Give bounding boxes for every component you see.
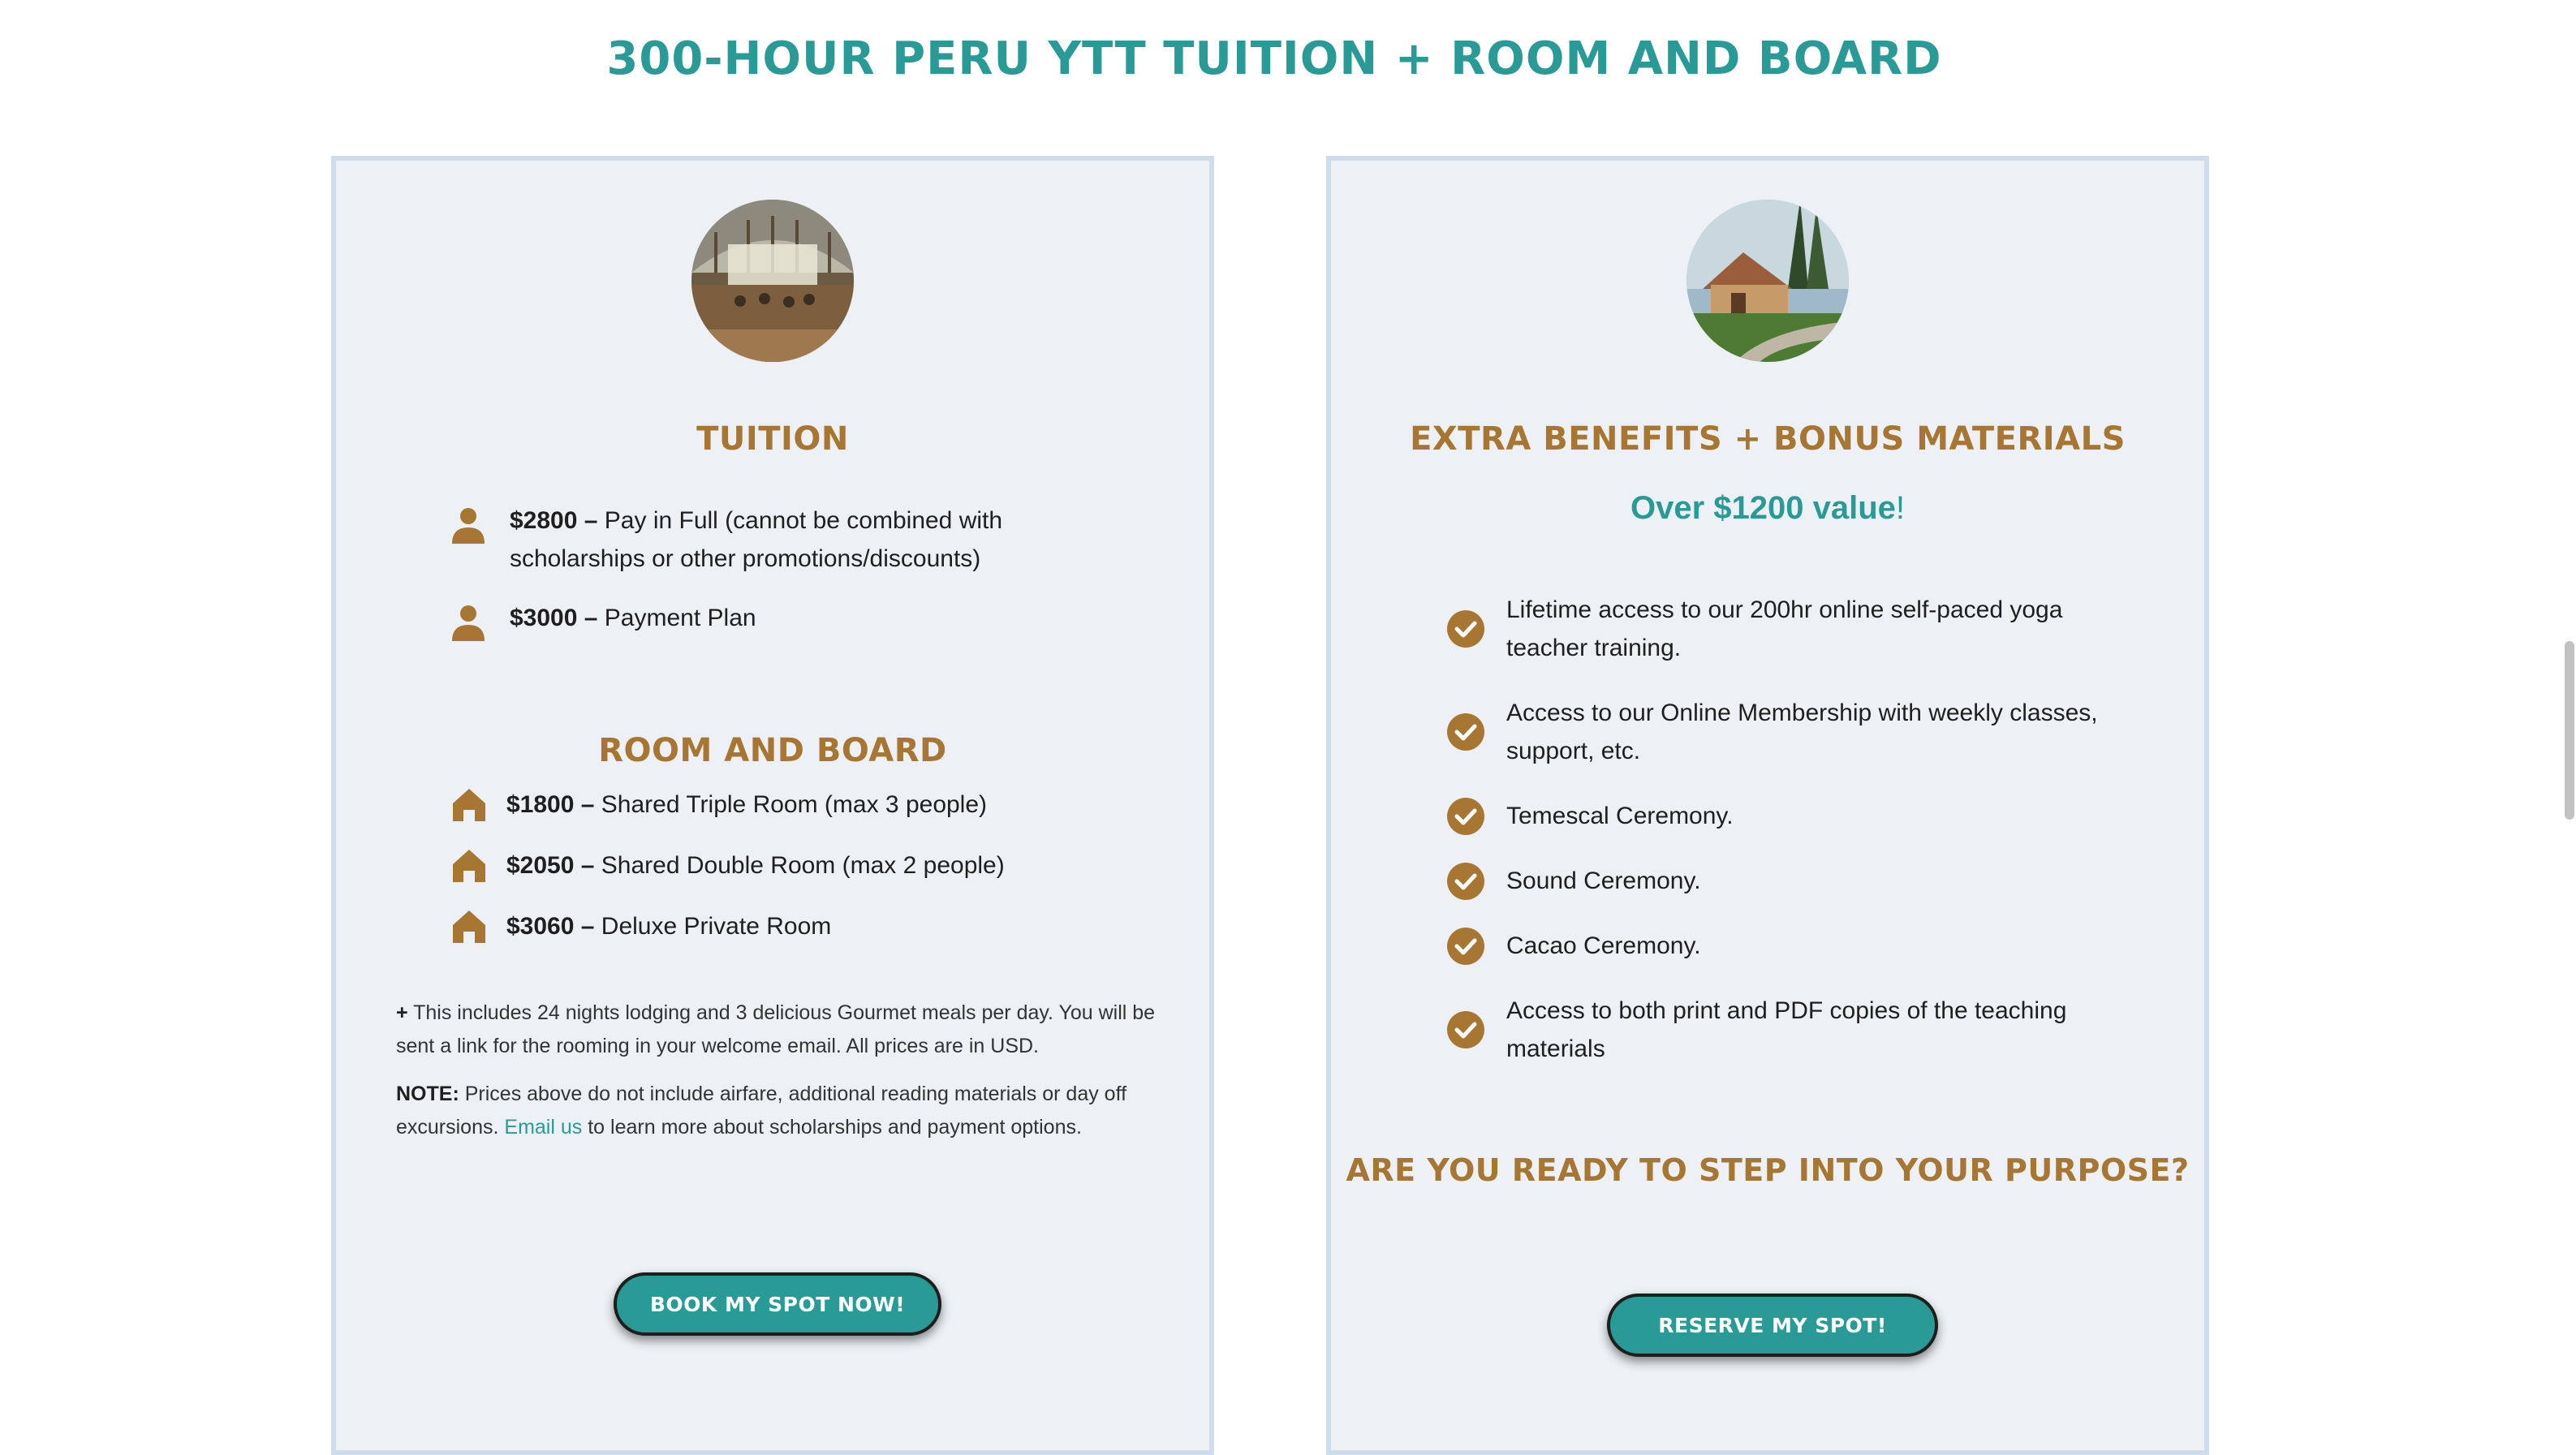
list-item bbox=[451, 502, 1036, 578]
room-description: Shared Triple Room (max 3 people) bbox=[601, 791, 988, 818]
note-text-continued: to learn more about scholarships and payment options. bbox=[588, 1116, 1082, 1139]
cta-heading: ARE YOU READY TO STEP INTO YOUR PURPOSE? bbox=[1346, 1152, 2190, 1188]
benefits-heading: EXTRA BENEFITS + BONUS MATERIALS bbox=[1410, 420, 2126, 458]
benefit-text: Sound Ceremony. bbox=[1506, 867, 1701, 894]
check-circle-icon bbox=[1446, 609, 1485, 648]
tuition-description: Pay in Full (cannot be combined with scholarships or other promotions/discounts) bbox=[510, 507, 1003, 572]
check-circle-icon bbox=[1446, 797, 1485, 836]
scrollbar-thumb[interactable] bbox=[2565, 641, 2574, 820]
room-description: Shared Double Room (max 2 people) bbox=[601, 852, 1005, 879]
yoga-hall-photo bbox=[691, 200, 854, 362]
check-circle-icon bbox=[1446, 862, 1485, 901]
room-price: $2050 – bbox=[506, 852, 595, 879]
benefit-text: Access to our Online Membership with weekly classes, support, etc. bbox=[1506, 700, 2098, 764]
list-item bbox=[451, 599, 1036, 637]
page-title: 300-HOUR PERU YTT TUITION + ROOM AND BOARD bbox=[606, 32, 1942, 85]
benefits-card bbox=[1326, 156, 2209, 1455]
includes-text: This includes 24 nights lodging and 3 delicious Gourmet meals per day. You will be sent a link for the rooming in your welcome email. All prices are in USD. bbox=[396, 1001, 1156, 1057]
check-circle-icon bbox=[1446, 1010, 1485, 1049]
includes-note bbox=[396, 997, 1159, 1063]
email-us-link[interactable]: Email us bbox=[504, 1116, 583, 1139]
list-item bbox=[451, 786, 1036, 824]
book-my-spot-button[interactable]: BOOK MY SPOT NOW! bbox=[614, 1272, 941, 1336]
list-item bbox=[1446, 992, 2128, 1068]
room-description: Deluxe Private Room bbox=[601, 913, 832, 940]
list-item bbox=[1446, 862, 2128, 900]
tuition-heading: TUITION bbox=[696, 420, 849, 458]
pricing-note bbox=[396, 1078, 1159, 1144]
list-item bbox=[1446, 927, 2128, 965]
check-circle-icon bbox=[1446, 712, 1485, 751]
list-item bbox=[451, 846, 1036, 885]
tuition-list bbox=[451, 502, 1036, 637]
note-label: NOTE: bbox=[396, 1083, 459, 1105]
tuition-card bbox=[331, 156, 1214, 1455]
house-icon bbox=[451, 848, 487, 884]
list-item bbox=[1446, 591, 2128, 667]
house-icon bbox=[451, 787, 487, 823]
benefit-text: Access to both print and PDF copies of the teaching materials bbox=[1506, 997, 2067, 1062]
person-icon bbox=[451, 506, 485, 545]
benefit-text: Temescal Ceremony. bbox=[1506, 803, 1734, 829]
room-price: $3060 – bbox=[506, 913, 595, 940]
value-callout bbox=[1331, 490, 2204, 527]
room-list bbox=[451, 786, 1036, 968]
room-board-heading: ROOM AND BOARD bbox=[598, 732, 947, 769]
room-price: $1800 – bbox=[506, 791, 595, 818]
benefits-list bbox=[1446, 591, 2128, 1068]
note-text: Prices above do not include airfare, additional reading materials or day off excursions. bbox=[396, 1083, 1127, 1139]
value-suffix: ! bbox=[1895, 490, 1906, 526]
benefit-text: Lifetime access to our 200hr online self-paced yoga teacher training. bbox=[1506, 596, 2063, 661]
tuition-price: $3000 – bbox=[510, 605, 598, 631]
tuition-description: Payment Plan bbox=[604, 605, 756, 631]
person-icon bbox=[451, 604, 485, 643]
list-item bbox=[1446, 694, 2128, 770]
reserve-my-spot-button[interactable]: RESERVE MY SPOT! bbox=[1607, 1294, 1938, 1357]
house-icon bbox=[451, 909, 487, 945]
lodge-building-photo bbox=[1686, 200, 1849, 362]
value-text: Over $1200 value bbox=[1630, 490, 1896, 526]
list-item bbox=[451, 907, 1036, 945]
list-item bbox=[1446, 797, 2128, 835]
tuition-price: $2800 – bbox=[510, 507, 598, 534]
plus-symbol: + bbox=[396, 1001, 408, 1024]
check-circle-icon bbox=[1446, 927, 1485, 966]
benefit-text: Cacao Ceremony. bbox=[1506, 932, 1701, 959]
